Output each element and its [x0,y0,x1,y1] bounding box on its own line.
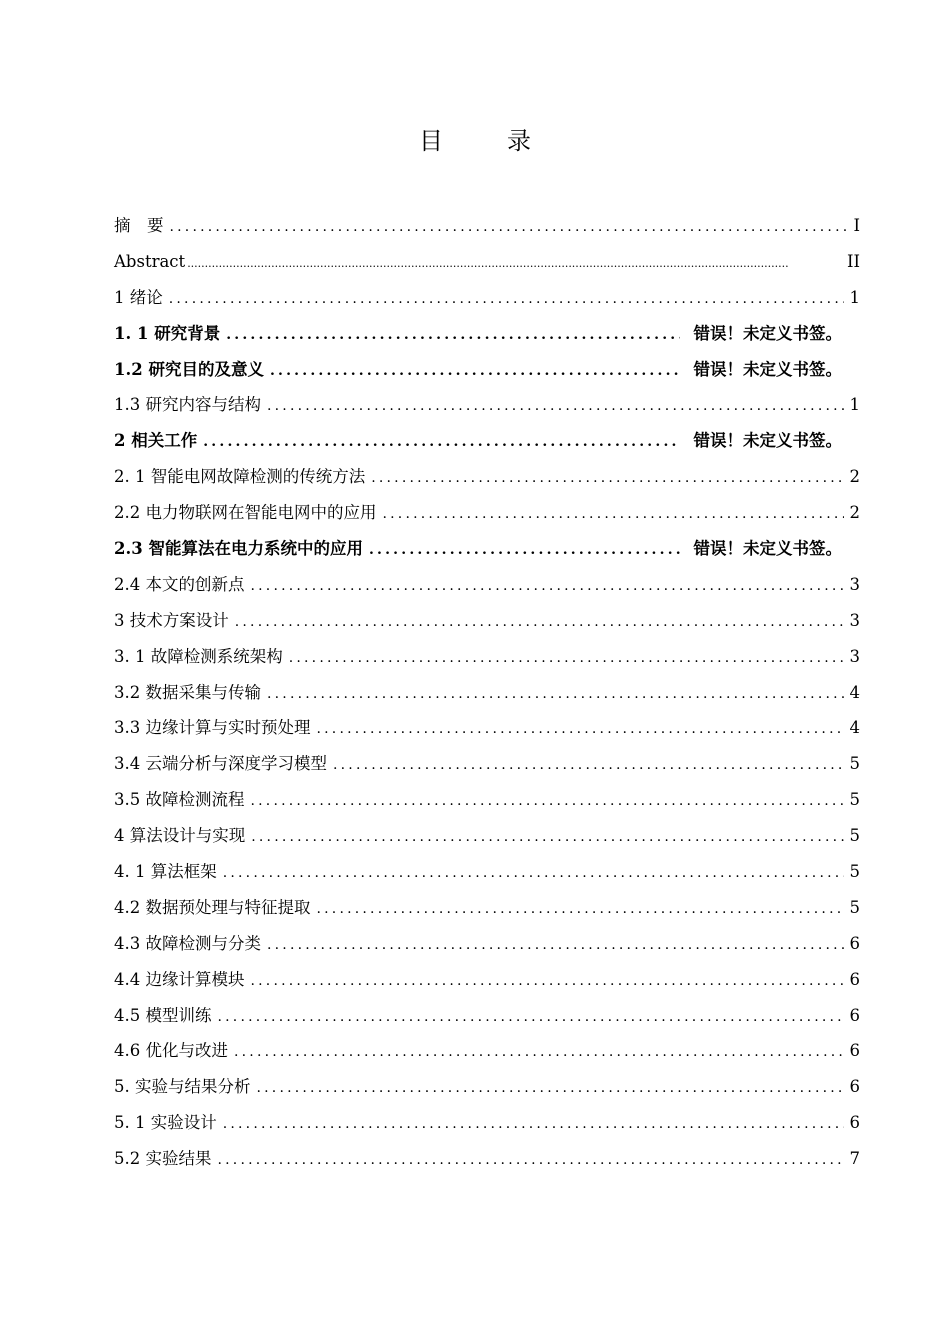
toc-entry-page-number: 错误！未定义书签。 [693,359,842,379]
toc-dot-leader [203,425,679,461]
toc-entry[interactable] [114,387,860,423]
toc-entry-label: 4.3 故障检测与分类 [114,933,261,953]
toc-entry[interactable] [114,818,860,854]
toc-dot-leader [226,318,679,354]
toc-dot-leader [369,533,680,569]
toc-entry[interactable] [114,1069,860,1105]
toc-dot-leader [289,641,844,677]
toc-entry-label: 2. 1 智能电网故障检测的传统方法 [114,467,366,487]
toc-entry-page-number: 3 [849,574,860,594]
toc-entry-label: 1.2 研究目的及意义 [114,359,264,379]
toc-entry-label: 4.6 优化与改进 [114,1041,228,1061]
toc-dot-leader [187,246,845,282]
toc-dot-leader [257,1071,844,1107]
toc-dot-leader [169,282,844,318]
toc-entry-label: 5. 实验与结果分析 [114,1077,251,1097]
toc-entry[interactable] [114,1033,860,1069]
toc-entry-page-number: 5 [849,754,860,774]
toc-entry-page-number: 2 [849,503,860,523]
toc-entry[interactable] [114,998,860,1034]
toc-dot-leader [223,856,844,892]
toc-entry-label: 1.3 研究内容与结构 [114,395,261,415]
toc-dot-leader [218,1000,844,1036]
toc-entry[interactable] [114,352,860,388]
toc-entry-page-number: 错误！未定义书签。 [693,539,842,559]
toc-list [114,208,860,1177]
toc-entry-label: 4. 1 算法框架 [114,862,217,882]
toc-dot-leader [371,461,843,497]
toc-title: 目 录 [419,127,551,155]
toc-dot-leader [333,748,844,784]
toc-entry-page-number: 错误！未定义书签。 [693,323,842,343]
toc-entry-label: 5.2 实验结果 [114,1149,212,1169]
toc-entry[interactable] [114,675,860,711]
toc-entry-label: 2 相关工作 [114,431,198,451]
toc-entry[interactable] [114,244,860,280]
toc-entry-page-number: 5 [849,790,860,810]
toc-entry-page-number: 4 [849,682,860,702]
toc-entry[interactable] [114,495,860,531]
toc-entry-page-number: II [846,251,860,271]
toc-entry-label: 4.2 数据预处理与特征提取 [114,897,311,917]
toc-entry-page-number: 6 [849,1077,860,1097]
toc-entry-label: 3 技术方案设计 [114,610,229,630]
toc-dot-leader [234,1035,844,1071]
toc-entry-page-number: 5 [849,897,860,917]
toc-entry-page-number: 5 [849,826,860,846]
toc-entry[interactable] [114,531,860,567]
toc-dot-leader [267,389,844,425]
toc-dot-leader [317,892,844,928]
toc-entry-page-number: 1 [849,395,860,415]
toc-dot-leader [223,1107,844,1143]
toc-entry[interactable] [114,926,860,962]
toc-entry[interactable] [114,567,860,603]
toc-entry[interactable] [114,782,860,818]
toc-entry-label: 4 算法设计与实现 [114,826,246,846]
toc-entry-page-number: 7 [849,1149,860,1169]
toc-entry-label: 2.4 本文的创新点 [114,574,245,594]
toc-entry-label: 3. 1 故障检测系统架构 [114,646,283,666]
toc-dot-leader [251,784,844,820]
toc-entry-label: 4.5 模型训练 [114,1005,212,1025]
toc-entry-label: Abstract [114,251,186,271]
toc-dot-leader [251,964,844,1000]
toc-entry-page-number: 3 [849,610,860,630]
toc-entry-label: 摘 要 [114,216,164,235]
toc-entry[interactable] [114,854,860,890]
toc-entry-label: 5. 1 实验设计 [114,1113,217,1133]
toc-entry-page-number: 6 [849,1113,860,1133]
toc-entry[interactable] [114,639,860,675]
toc-entry-label: 2.2 电力物联网在智能电网中的应用 [114,503,377,523]
toc-entry-page-number: 2 [849,467,860,487]
toc-entry-label: 4.4 边缘计算模块 [114,969,245,989]
toc-entry[interactable] [114,423,860,459]
toc-dot-leader [317,712,844,748]
toc-entry-page-number: 4 [849,718,860,738]
toc-entry-page-number: I [853,216,860,235]
toc-dot-leader [218,1143,844,1179]
toc-entry[interactable] [114,208,860,244]
toc-entry-label: 3.3 边缘计算与实时预处理 [114,718,311,738]
toc-entry-label: 1. 1 研究背景 [114,323,221,343]
toc-entry-page-number: 6 [849,1005,860,1025]
toc-entry-page-number: 6 [849,969,860,989]
toc-entry-label: 3.5 故障检测流程 [114,790,245,810]
toc-dot-leader [251,569,844,605]
toc-dot-leader [270,354,680,390]
toc-entry[interactable] [114,603,860,639]
toc-entry-page-number: 错误！未定义书签。 [693,431,842,451]
toc-entry-page-number: 5 [849,862,860,882]
toc-entry[interactable] [114,1141,860,1177]
toc-dot-leader [251,820,843,856]
toc-entry[interactable] [114,280,860,316]
toc-entry[interactable] [114,962,860,998]
toc-dot-leader [383,497,844,533]
toc-entry-label: 2.3 智能算法在电力系统中的应用 [114,539,363,559]
toc-entry[interactable] [114,710,860,746]
toc-entry-page-number: 6 [849,933,860,953]
toc-entry-label: 1 绪论 [114,287,163,307]
toc-dot-leader [267,928,844,964]
toc-entry-label: 3.4 云端分析与深度学习模型 [114,754,327,774]
toc-entry[interactable] [114,746,860,782]
toc-entry-label: 3.2 数据采集与传输 [114,682,261,702]
toc-entry-page-number: 6 [849,1041,860,1061]
toc-entry[interactable] [114,1105,860,1141]
toc-entry-page-number: 1 [849,287,860,307]
toc-entry[interactable] [114,459,860,495]
toc-dot-leader [170,210,848,246]
toc-entry-page-number: 3 [849,646,860,666]
toc-entry[interactable] [114,316,860,352]
toc-dot-leader [267,677,844,713]
toc-dot-leader [235,605,844,641]
toc-entry[interactable] [114,890,860,926]
